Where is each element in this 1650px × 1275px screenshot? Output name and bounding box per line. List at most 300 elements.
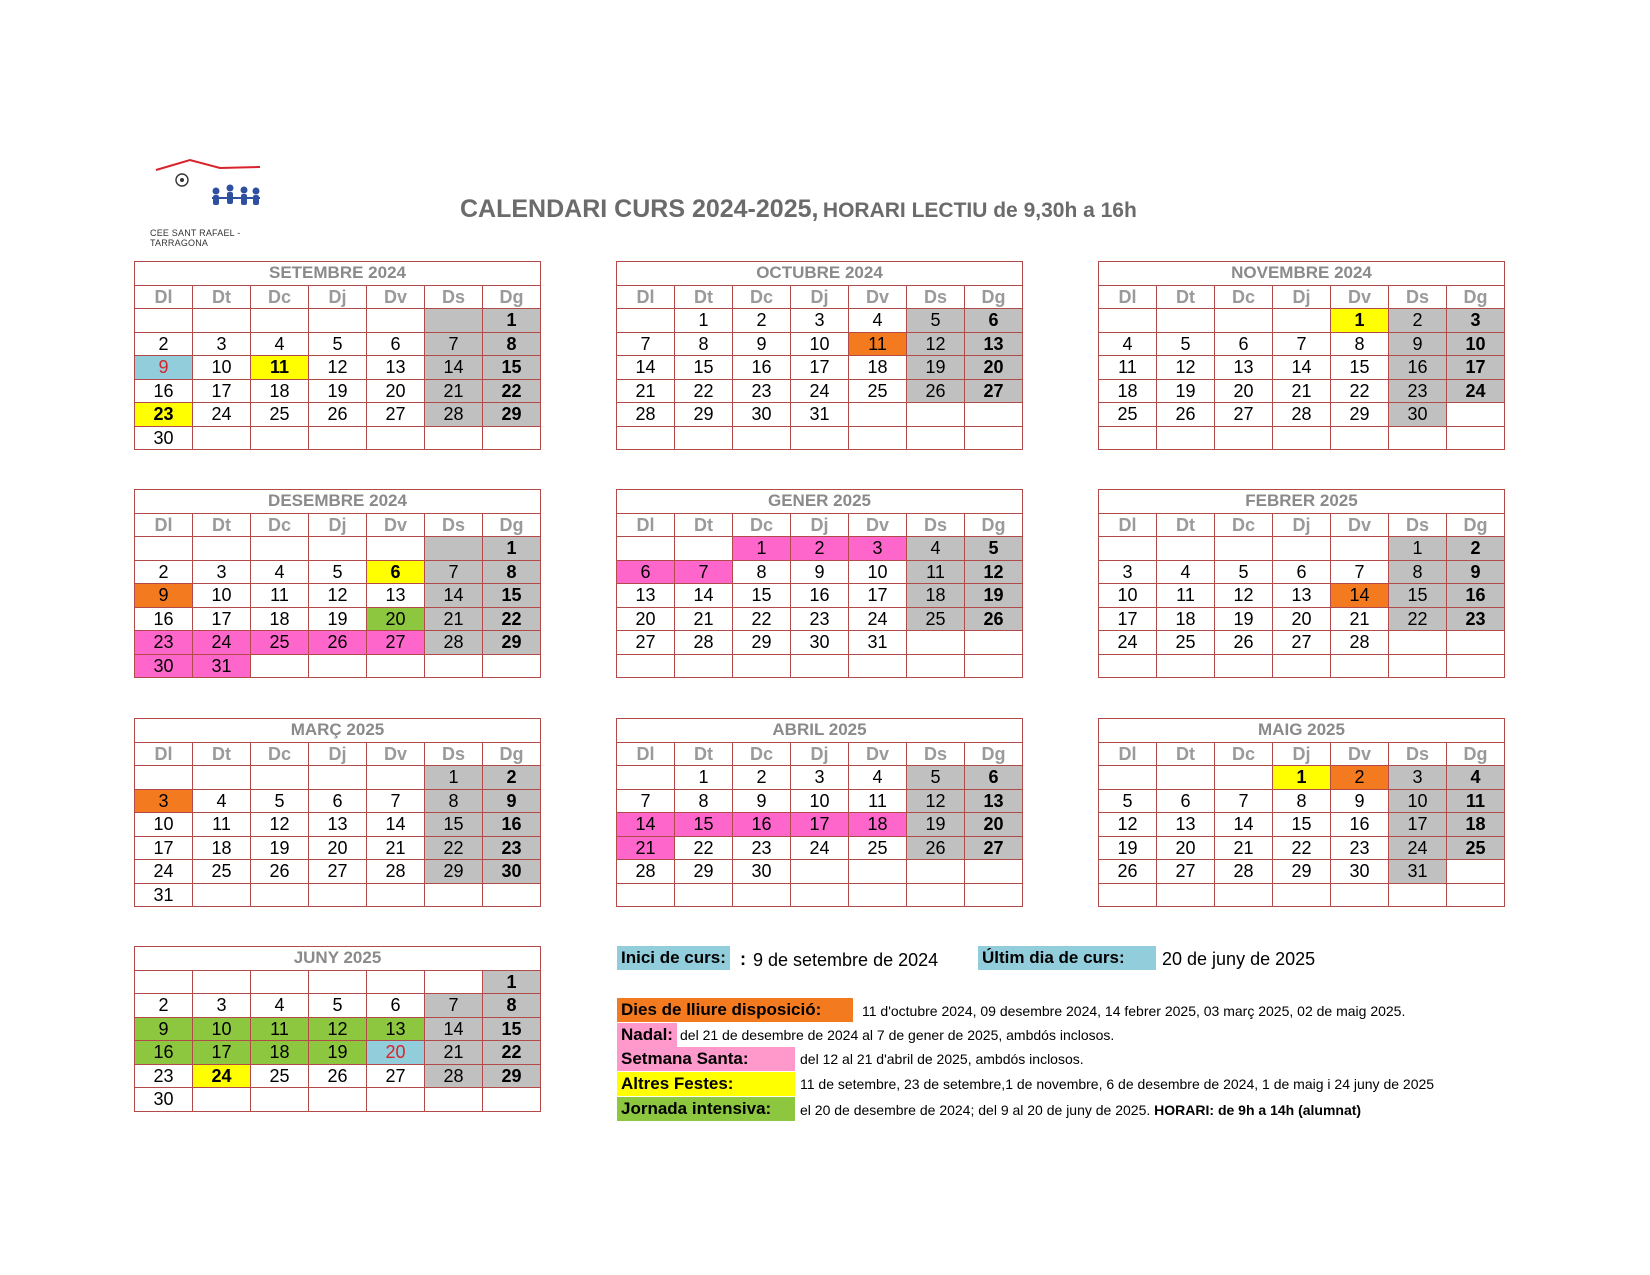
calendar-day: 15 — [483, 584, 541, 608]
calendar-day: 16 — [1331, 813, 1389, 837]
calendar-day: 26 — [965, 607, 1023, 631]
month-calendar — [1098, 489, 1505, 678]
course-end-label: Últim dia de curs: — [978, 946, 1156, 970]
calendar-day: 5 — [1099, 789, 1157, 813]
calendar-day: 15 — [1331, 356, 1389, 380]
calendar-day: 22 — [1273, 836, 1331, 860]
calendar-day: 1 — [733, 537, 791, 561]
calendar-empty-cell — [251, 766, 309, 790]
calendar-day: 1 — [483, 970, 541, 994]
calendar-day: 12 — [965, 560, 1023, 584]
calendar-empty-cell — [367, 426, 425, 450]
calendar-day: 27 — [965, 379, 1023, 403]
calendar-empty-cell — [193, 766, 251, 790]
calendar-day: 3 — [135, 789, 193, 813]
calendar-day: 22 — [733, 607, 791, 631]
calendar-empty-cell — [1099, 883, 1157, 907]
calendar-day: 16 — [135, 379, 193, 403]
calendar-empty-cell — [425, 654, 483, 678]
weekday-header: Dj — [309, 285, 367, 309]
calendar-day: 13 — [309, 813, 367, 837]
calendar-empty-cell — [849, 426, 907, 450]
calendar-empty-cell — [425, 309, 483, 333]
calendar-day: 24 — [791, 836, 849, 860]
calendar-empty-cell — [849, 403, 907, 427]
calendar-day: 27 — [1157, 860, 1215, 884]
calendar-day: 23 — [1331, 836, 1389, 860]
calendar-day: 1 — [1273, 766, 1331, 790]
calendar-day: 16 — [1447, 584, 1505, 608]
calendar-empty-cell — [1157, 309, 1215, 333]
calendar-day: 19 — [965, 584, 1023, 608]
calendar-day: 8 — [483, 994, 541, 1018]
calendar-day: 30 — [1331, 860, 1389, 884]
calendar-empty-cell — [193, 970, 251, 994]
calendar-day: 21 — [425, 1041, 483, 1065]
calendar-day: 18 — [907, 584, 965, 608]
calendar-empty-cell — [617, 309, 675, 333]
calendar-day: 9 — [733, 789, 791, 813]
calendar-day: 14 — [367, 813, 425, 837]
calendar-empty-cell — [367, 309, 425, 333]
calendar-day: 5 — [907, 309, 965, 333]
calendar-day: 28 — [675, 631, 733, 655]
calendar-empty-cell — [675, 426, 733, 450]
calendar-day: 10 — [193, 356, 251, 380]
calendar-day: 10 — [791, 789, 849, 813]
calendar-day: 16 — [791, 584, 849, 608]
weekday-header: Dv — [367, 742, 425, 766]
calendar-day: 21 — [617, 836, 675, 860]
calendar-day: 23 — [135, 403, 193, 427]
calendar-day: 11 — [1157, 584, 1215, 608]
weekday-header: Dt — [675, 285, 733, 309]
calendar-day: 9 — [135, 1017, 193, 1041]
calendar-empty-cell — [1447, 860, 1505, 884]
month-title: DESEMBRE 2024 — [135, 490, 541, 514]
month-calendar — [1098, 261, 1505, 450]
calendar-day: 11 — [1447, 789, 1505, 813]
calendar-day: 16 — [1389, 356, 1447, 380]
weekday-header: Dg — [965, 513, 1023, 537]
calendar-day: 21 — [367, 836, 425, 860]
calendar-empty-cell — [617, 426, 675, 450]
calendar-day: 11 — [1099, 356, 1157, 380]
weekday-header: Dc — [251, 742, 309, 766]
calendar-day: 7 — [617, 789, 675, 813]
calendar-empty-cell — [1215, 426, 1273, 450]
calendar-day: 13 — [617, 584, 675, 608]
calendar-day: 3 — [791, 309, 849, 333]
weekday-header: Dv — [1331, 513, 1389, 537]
legend-easter-label: Setmana Santa: — [617, 1047, 795, 1071]
calendar-day: 28 — [617, 860, 675, 884]
weekday-header: Ds — [425, 285, 483, 309]
course-start-separator: : — [740, 949, 746, 969]
calendar-empty-cell — [367, 883, 425, 907]
weekday-header: Dj — [791, 742, 849, 766]
calendar-empty-cell — [1447, 426, 1505, 450]
calendar-day: 29 — [425, 860, 483, 884]
calendar-day: 4 — [251, 994, 309, 1018]
calendar-day: 14 — [675, 584, 733, 608]
calendar-day: 17 — [849, 584, 907, 608]
calendar-empty-cell — [193, 426, 251, 450]
calendar-day: 25 — [251, 403, 309, 427]
calendar-day: 22 — [1389, 607, 1447, 631]
calendar-day: 3 — [1447, 309, 1505, 333]
calendar-empty-cell — [367, 766, 425, 790]
calendar-day: 5 — [907, 766, 965, 790]
calendar-day: 24 — [135, 860, 193, 884]
calendar-day: 11 — [193, 813, 251, 837]
calendar-empty-cell — [965, 426, 1023, 450]
weekday-header: Dl — [617, 513, 675, 537]
calendar-day: 9 — [791, 560, 849, 584]
calendar-day: 12 — [1215, 584, 1273, 608]
calendar-empty-cell — [1215, 309, 1273, 333]
weekday-header: Ds — [907, 513, 965, 537]
calendar-day: 5 — [309, 560, 367, 584]
calendar-day: 7 — [675, 560, 733, 584]
calendar-day: 20 — [965, 356, 1023, 380]
calendar-empty-cell — [1157, 883, 1215, 907]
calendar-empty-cell — [791, 860, 849, 884]
weekday-header: Dc — [733, 513, 791, 537]
weekday-header: Dg — [483, 742, 541, 766]
calendar-day: 2 — [135, 332, 193, 356]
calendar-day: 27 — [1273, 631, 1331, 655]
calendar-empty-cell — [1273, 309, 1331, 333]
weekday-header: Ds — [907, 742, 965, 766]
calendar-day: 12 — [309, 1017, 367, 1041]
calendar-day: 19 — [907, 356, 965, 380]
weekday-header: Dv — [1331, 742, 1389, 766]
calendar-empty-cell — [1389, 631, 1447, 655]
calendar-day: 17 — [791, 813, 849, 837]
calendar-day: 24 — [1389, 836, 1447, 860]
calendar-day: 31 — [135, 883, 193, 907]
calendar-empty-cell — [1215, 537, 1273, 561]
weekday-header: Dc — [251, 513, 309, 537]
calendar-day: 15 — [1389, 584, 1447, 608]
calendar-day: 12 — [1157, 356, 1215, 380]
calendar-empty-cell — [965, 403, 1023, 427]
calendar-day: 22 — [483, 379, 541, 403]
weekday-header: Dj — [1273, 742, 1331, 766]
calendar-day: 9 — [135, 356, 193, 380]
calendar-day: 3 — [791, 766, 849, 790]
calendar-day: 26 — [907, 379, 965, 403]
calendar-day: 6 — [617, 560, 675, 584]
calendar-day: 28 — [1215, 860, 1273, 884]
calendar-empty-cell — [1273, 426, 1331, 450]
calendar-day: 3 — [1389, 766, 1447, 790]
calendar-day: 21 — [1273, 379, 1331, 403]
calendar-day: 2 — [483, 766, 541, 790]
calendar-day: 17 — [193, 379, 251, 403]
calendar-day: 24 — [193, 403, 251, 427]
calendar-empty-cell — [1331, 883, 1389, 907]
calendar-day: 14 — [425, 356, 483, 380]
calendar-empty-cell — [1389, 654, 1447, 678]
month-calendar — [134, 718, 541, 907]
calendar-day: 30 — [733, 860, 791, 884]
legend-other-holidays-label: Altres Festes: — [617, 1072, 795, 1096]
calendar-day: 30 — [135, 426, 193, 450]
calendar-day: 6 — [367, 332, 425, 356]
calendar-day: 20 — [1215, 379, 1273, 403]
calendar-day: 20 — [367, 1041, 425, 1065]
legend-intensive-text — [800, 1098, 1361, 1122]
calendar-day: 8 — [733, 560, 791, 584]
weekday-header: Ds — [1389, 285, 1447, 309]
calendar-day: 4 — [251, 560, 309, 584]
calendar-day: 17 — [135, 836, 193, 860]
course-start-date: 9 de setembre de 2024 — [753, 950, 939, 970]
month-title: OCTUBRE 2024 — [617, 262, 1023, 286]
weekday-header: Dl — [135, 285, 193, 309]
calendar-empty-cell — [1447, 654, 1505, 678]
calendar-day: 8 — [425, 789, 483, 813]
calendar-empty-cell — [1273, 537, 1331, 561]
calendar-day: 29 — [733, 631, 791, 655]
calendar-day: 16 — [733, 813, 791, 837]
weekday-header: Dg — [965, 285, 1023, 309]
month-title: NOVEMBRE 2024 — [1099, 262, 1505, 286]
calendar-day: 29 — [483, 403, 541, 427]
calendar-day: 23 — [1389, 379, 1447, 403]
legend-intensive-label: Jornada intensiva: — [617, 1097, 795, 1121]
weekday-header: Dv — [849, 285, 907, 309]
calendar-day: 24 — [1099, 631, 1157, 655]
calendar-empty-cell — [1215, 766, 1273, 790]
calendar-empty-cell — [425, 426, 483, 450]
calendar-day: 2 — [733, 766, 791, 790]
calendar-day: 15 — [425, 813, 483, 837]
calendar-day: 22 — [675, 379, 733, 403]
calendar-day: 6 — [309, 789, 367, 813]
calendar-day: 19 — [907, 813, 965, 837]
month-title: JUNY 2025 — [135, 947, 541, 971]
calendar-empty-cell — [135, 537, 193, 561]
calendar-empty-cell — [1331, 426, 1389, 450]
calendar-day: 18 — [193, 836, 251, 860]
calendar-day: 11 — [251, 1017, 309, 1041]
calendar-day: 18 — [1099, 379, 1157, 403]
calendar-day: 7 — [425, 560, 483, 584]
weekday-header: Ds — [1389, 513, 1447, 537]
month-calendar — [616, 261, 1023, 450]
calendar-day: 31 — [1389, 860, 1447, 884]
calendar-empty-cell — [309, 537, 367, 561]
calendar-day: 19 — [1099, 836, 1157, 860]
weekday-header: Dg — [1447, 742, 1505, 766]
calendar-empty-cell — [849, 883, 907, 907]
calendar-empty-cell — [617, 766, 675, 790]
calendar-day: 4 — [849, 309, 907, 333]
calendar-day: 7 — [1215, 789, 1273, 813]
weekday-header: Dj — [791, 285, 849, 309]
weekday-header: Ds — [425, 742, 483, 766]
calendar-empty-cell — [1099, 426, 1157, 450]
calendar-empty-cell — [251, 654, 309, 678]
calendar-day: 19 — [1215, 607, 1273, 631]
calendar-day: 26 — [1157, 403, 1215, 427]
calendar-day: 18 — [849, 813, 907, 837]
calendar-empty-cell — [907, 631, 965, 655]
legend-intensive-hours: HORARI: de 9h a 14h (alumnat) — [1154, 1102, 1362, 1118]
calendar-day: 2 — [1389, 309, 1447, 333]
weekday-header: Dt — [193, 513, 251, 537]
month-title: SETEMBRE 2024 — [135, 262, 541, 286]
calendar-day: 6 — [965, 309, 1023, 333]
title-main: CALENDARI CURS 2024-2025, — [460, 195, 819, 223]
weekday-header: Dt — [193, 285, 251, 309]
calendar-day: 17 — [1447, 356, 1505, 380]
calendar-day: 25 — [1447, 836, 1505, 860]
calendar-day: 30 — [135, 654, 193, 678]
calendar-day: 29 — [675, 403, 733, 427]
calendar-day: 31 — [849, 631, 907, 655]
calendar-empty-cell — [907, 883, 965, 907]
calendar-day: 30 — [733, 403, 791, 427]
calendar-day: 15 — [733, 584, 791, 608]
calendar-day: 18 — [251, 379, 309, 403]
calendar-empty-cell — [1157, 537, 1215, 561]
calendar-day: 1 — [1331, 309, 1389, 333]
calendar-day: 2 — [733, 309, 791, 333]
month-title: MARÇ 2025 — [135, 719, 541, 743]
calendar-empty-cell — [309, 970, 367, 994]
calendar-day: 20 — [965, 813, 1023, 837]
calendar-day: 3 — [193, 994, 251, 1018]
calendar-day: 25 — [849, 836, 907, 860]
calendar-empty-cell — [733, 654, 791, 678]
calendar-empty-cell — [965, 654, 1023, 678]
calendar-day: 17 — [193, 1041, 251, 1065]
calendar-day: 28 — [1331, 631, 1389, 655]
calendar-day: 27 — [965, 836, 1023, 860]
calendar-day: 30 — [1389, 403, 1447, 427]
calendar-day: 1 — [483, 309, 541, 333]
weekday-header: Dv — [367, 285, 425, 309]
weekday-header: Dt — [1157, 742, 1215, 766]
calendar-day: 13 — [1157, 813, 1215, 837]
calendar-day: 24 — [791, 379, 849, 403]
calendar-empty-cell — [425, 537, 483, 561]
calendar-empty-cell — [1157, 426, 1215, 450]
calendar-day: 24 — [1447, 379, 1505, 403]
calendar-day: 12 — [251, 813, 309, 837]
calendar-empty-cell — [1215, 654, 1273, 678]
weekday-header: Dl — [135, 742, 193, 766]
calendar-day: 13 — [367, 356, 425, 380]
month-title: MAIG 2025 — [1099, 719, 1505, 743]
calendar-empty-cell — [1331, 537, 1389, 561]
calendar-empty-cell — [965, 631, 1023, 655]
calendar-day: 23 — [135, 631, 193, 655]
calendar-day: 8 — [675, 789, 733, 813]
calendar-day: 7 — [617, 332, 675, 356]
calendar-day: 24 — [193, 631, 251, 655]
calendar-day: 2 — [791, 537, 849, 561]
calendar-day: 1 — [675, 309, 733, 333]
calendar-day: 28 — [1273, 403, 1331, 427]
calendar-day: 26 — [251, 860, 309, 884]
calendar-day: 25 — [251, 1064, 309, 1088]
weekday-header: Dg — [965, 742, 1023, 766]
calendar-day: 30 — [135, 1088, 193, 1112]
calendar-day: 4 — [1099, 332, 1157, 356]
calendar-day: 1 — [425, 766, 483, 790]
calendar-day: 30 — [483, 860, 541, 884]
calendar-day: 25 — [251, 631, 309, 655]
calendar-empty-cell — [907, 403, 965, 427]
calendar-empty-cell — [1215, 883, 1273, 907]
calendar-day: 17 — [791, 356, 849, 380]
calendar-day: 15 — [483, 1017, 541, 1041]
calendar-day: 31 — [791, 403, 849, 427]
calendar-day: 2 — [1331, 766, 1389, 790]
calendar-day: 26 — [907, 836, 965, 860]
calendar-empty-cell — [483, 883, 541, 907]
calendar-day: 9 — [483, 789, 541, 813]
calendar-day: 27 — [309, 860, 367, 884]
calendar-empty-cell — [251, 537, 309, 561]
calendar-day: 13 — [965, 332, 1023, 356]
calendar-day: 20 — [309, 836, 367, 860]
calendar-day: 15 — [1273, 813, 1331, 837]
calendar-day: 21 — [675, 607, 733, 631]
calendar-day: 10 — [135, 813, 193, 837]
weekday-header: Dl — [1099, 285, 1157, 309]
calendar-empty-cell — [193, 309, 251, 333]
calendar-empty-cell — [791, 426, 849, 450]
calendar-day: 15 — [675, 813, 733, 837]
legend-christmas-label: Nadal: — [617, 1023, 677, 1047]
calendar-day: 10 — [1099, 584, 1157, 608]
calendar-day: 7 — [367, 789, 425, 813]
calendar-day: 30 — [791, 631, 849, 655]
weekday-header: Dg — [483, 285, 541, 309]
calendar-empty-cell — [1157, 654, 1215, 678]
calendar-day: 28 — [425, 1064, 483, 1088]
calendar-day: 9 — [135, 584, 193, 608]
calendar-day: 25 — [193, 860, 251, 884]
calendar-empty-cell — [193, 1088, 251, 1112]
calendar-empty-cell — [1099, 766, 1157, 790]
school-logo-graphic — [150, 158, 300, 228]
calendar-day: 25 — [907, 607, 965, 631]
calendar-day: 29 — [675, 860, 733, 884]
calendar-empty-cell — [135, 766, 193, 790]
calendar-day: 5 — [309, 994, 367, 1018]
calendar-day: 12 — [309, 356, 367, 380]
weekday-header: Dj — [309, 513, 367, 537]
calendar-empty-cell — [1447, 883, 1505, 907]
calendar-empty-cell — [309, 426, 367, 450]
calendar-day: 6 — [1273, 560, 1331, 584]
calendar-day: 4 — [1157, 560, 1215, 584]
calendar-empty-cell — [309, 309, 367, 333]
weekday-header: Dv — [849, 742, 907, 766]
calendar-empty-cell — [309, 766, 367, 790]
calendar-empty-cell — [617, 537, 675, 561]
calendar-day: 27 — [367, 631, 425, 655]
calendar-day: 19 — [251, 836, 309, 860]
calendar-day: 28 — [367, 860, 425, 884]
